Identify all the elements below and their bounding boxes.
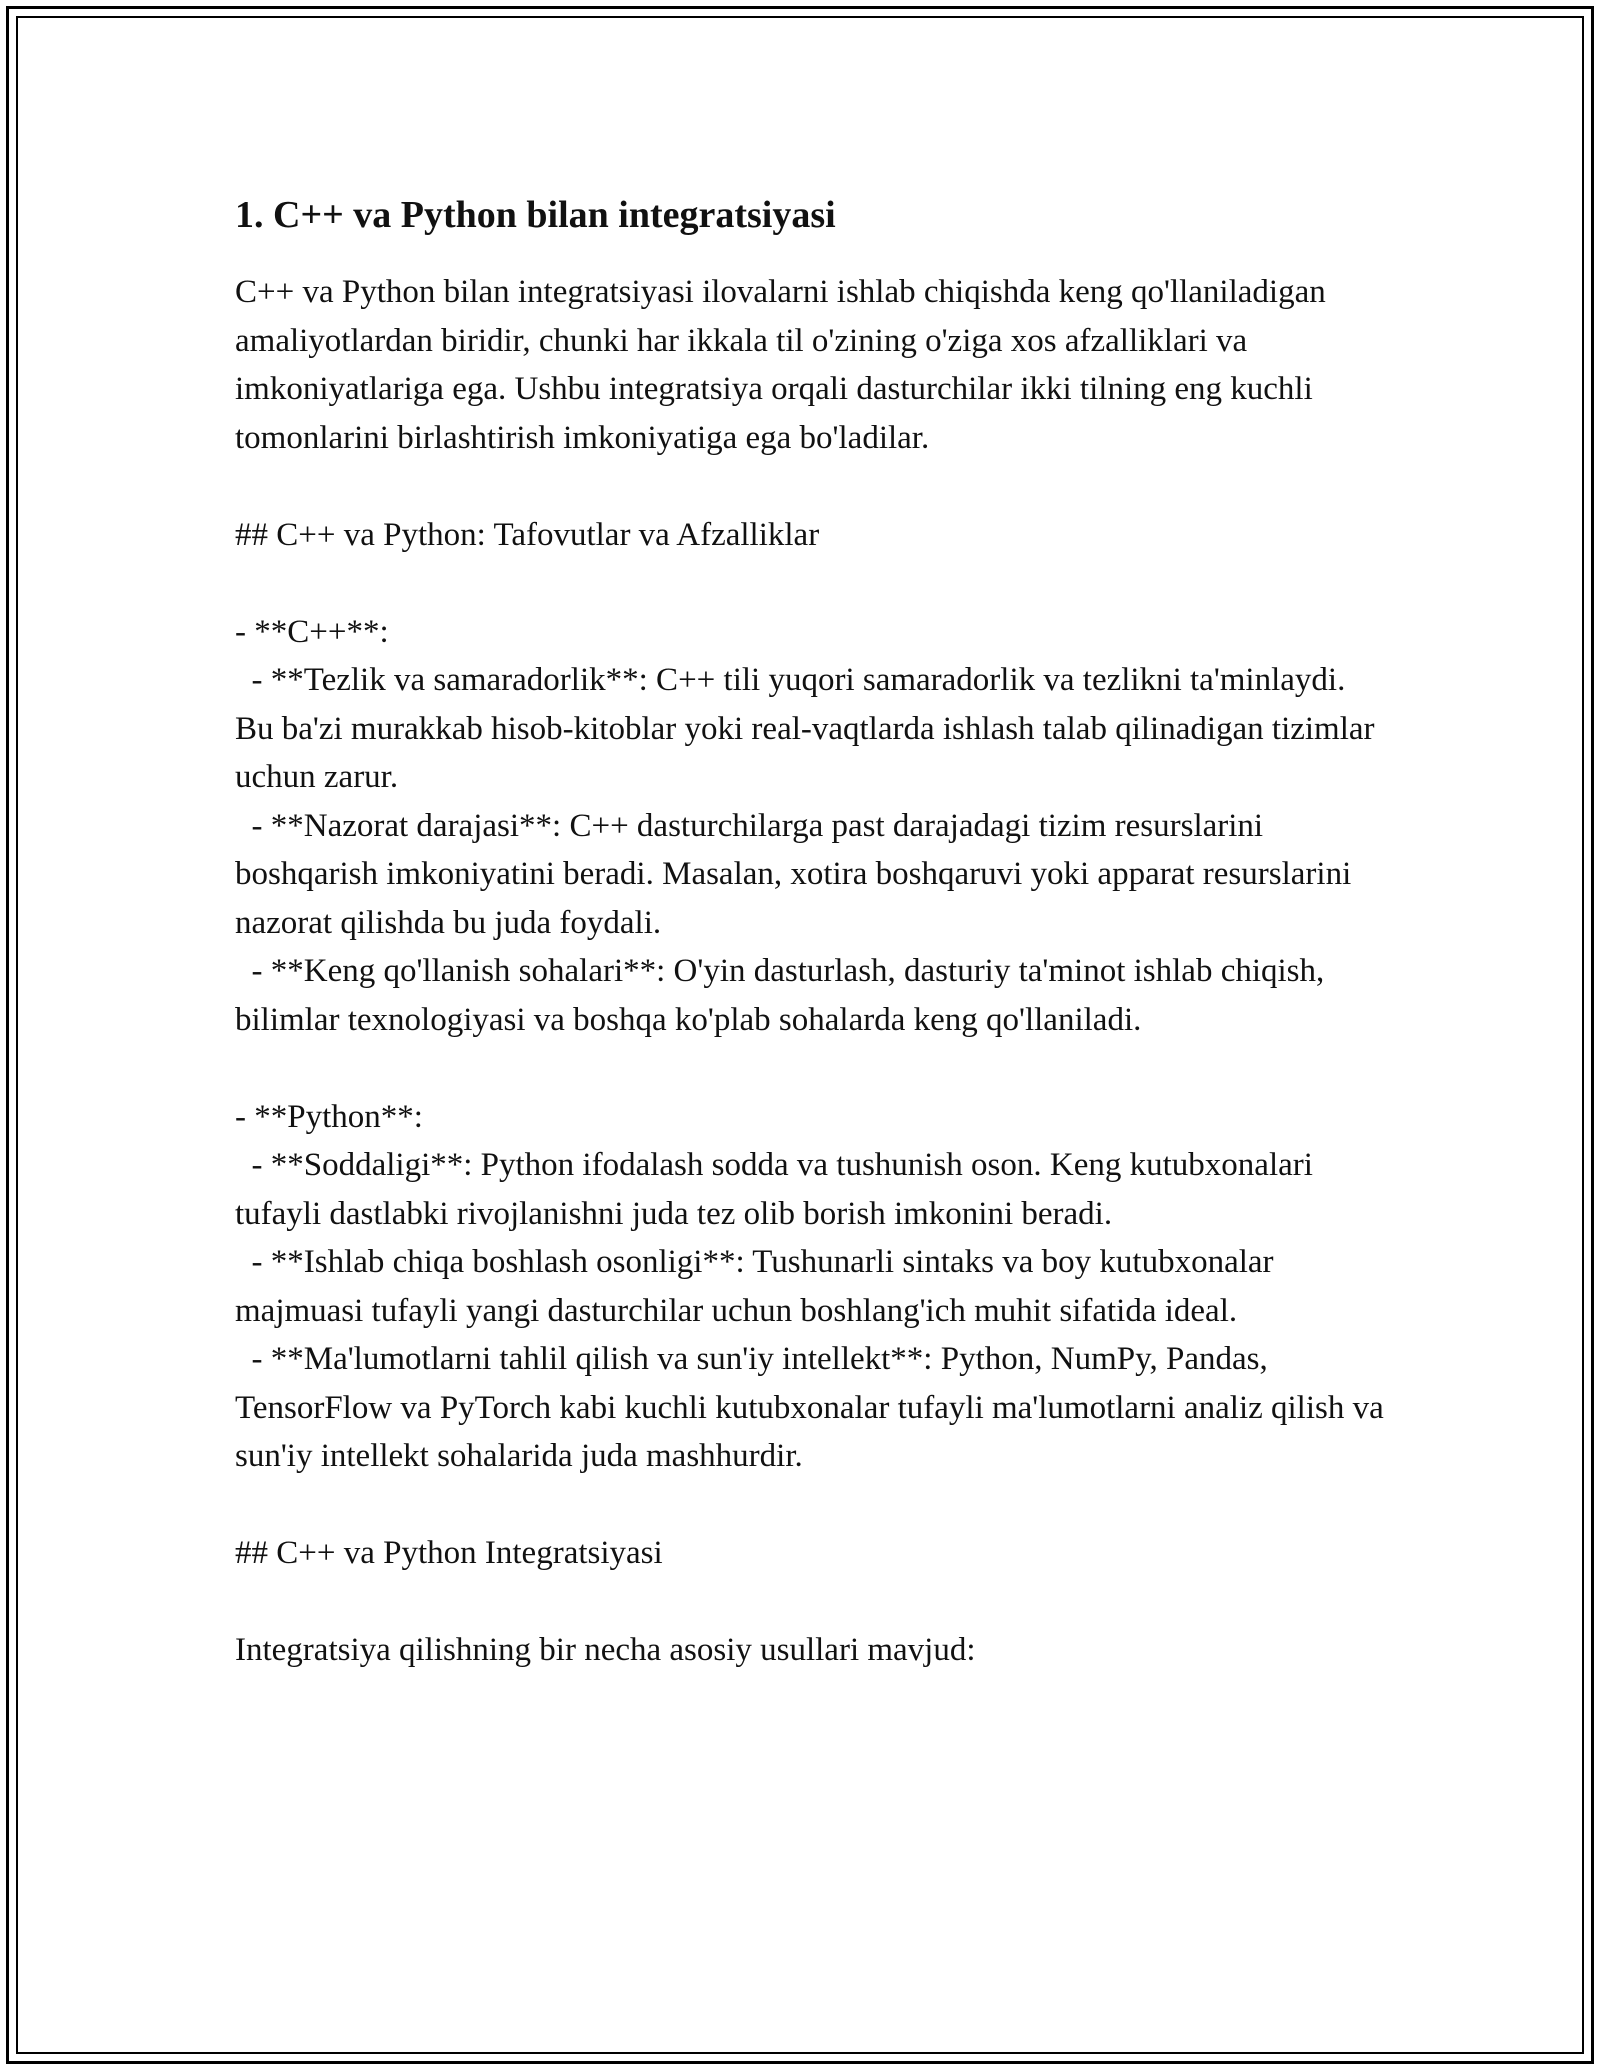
section-title-integration: ## C++ va Python Integratsiyasi (235, 1535, 663, 1571)
cpp-item-control: - **Nazorat darajasi**: C++ dasturchilarga past darajadagi tizim resurslarini boshqarish imkoniyatini beradi. Masalan, xotira boshqaruvi yoki apparat resurslarini nazorat qilishda bu juda foydali. (235, 807, 1360, 941)
python-label: - **Python**: (235, 1098, 423, 1135)
section-title-differences: ## C++ va Python: Tafovutlar va Afzalliklar (235, 516, 820, 553)
cpp-label: - **C++**: (235, 613, 389, 650)
python-item-onboarding: - **Ishlab chiqa boshlash osonligi**: Tushunarli sintaks va boy kutubxonalar majmuasi tufayli yangi dasturchilar uchun boshlang'ich muhit sifatida ideal. (235, 1244, 1282, 1329)
intro-paragraph: C++ va Python bilan integratsiyasi ilovalarni ishlab chiqishda keng qo'llaniladigan amaliyotlardan biridir, chunki har ikkala til o'zining o'ziga xos afzalliklari va imkoniyatlariga ega. Ushbu integratsiya orqali dasturchilar ikki tilning eng kuchli tomonlarini birlashtirish imkoniyatiga ega bo'ladilar. (235, 274, 1326, 456)
cpp-item-usage: - **Keng qo'llanish sohalari**: O'yin dasturlash, dasturiy ta'minot ishlab chiqish, bilimlar texnologiyasi va boshqa ko'plab sohalarda keng qo'llaniladi. (235, 953, 1333, 1038)
closing-paragraph: Integratsiya qilishning bir necha asosiy usullari mavjud: (235, 1632, 976, 1668)
python-item-data-ai: - **Ma'lumotlarni tahlil qilish va sun'iy intellekt**: Python, NumPy, Pandas, TensorFlow va PyTorch kabi kuchli kutubxonalar tufayli ma'lumotlarni analiz qilish va sun'iy intellekt sohalarida juda mashhurdir. (235, 1341, 1392, 1474)
python-item-simplicity: - **Soddaligi**: Python ifodalash sodda va tushunish oson. Keng kutubxonalari tufayli dastlabki rivojlanishni juda tez olib borish imkonini beradi. (235, 1147, 1322, 1232)
document-body (235, 190, 1392, 1675)
document-heading: 1. C++ va Python bilan integratsiyasi (235, 194, 836, 236)
cpp-item-speed: - **Tezlik va samaradorlik**: C++ tili yuqori samaradorlik va tezlikni ta'minlaydi. Bu ba'zi murakkab hisob-kitoblar yoki real-vaqtlarda ishlash talab qilinadigan tizimlar uchun zarur. (235, 662, 1383, 795)
